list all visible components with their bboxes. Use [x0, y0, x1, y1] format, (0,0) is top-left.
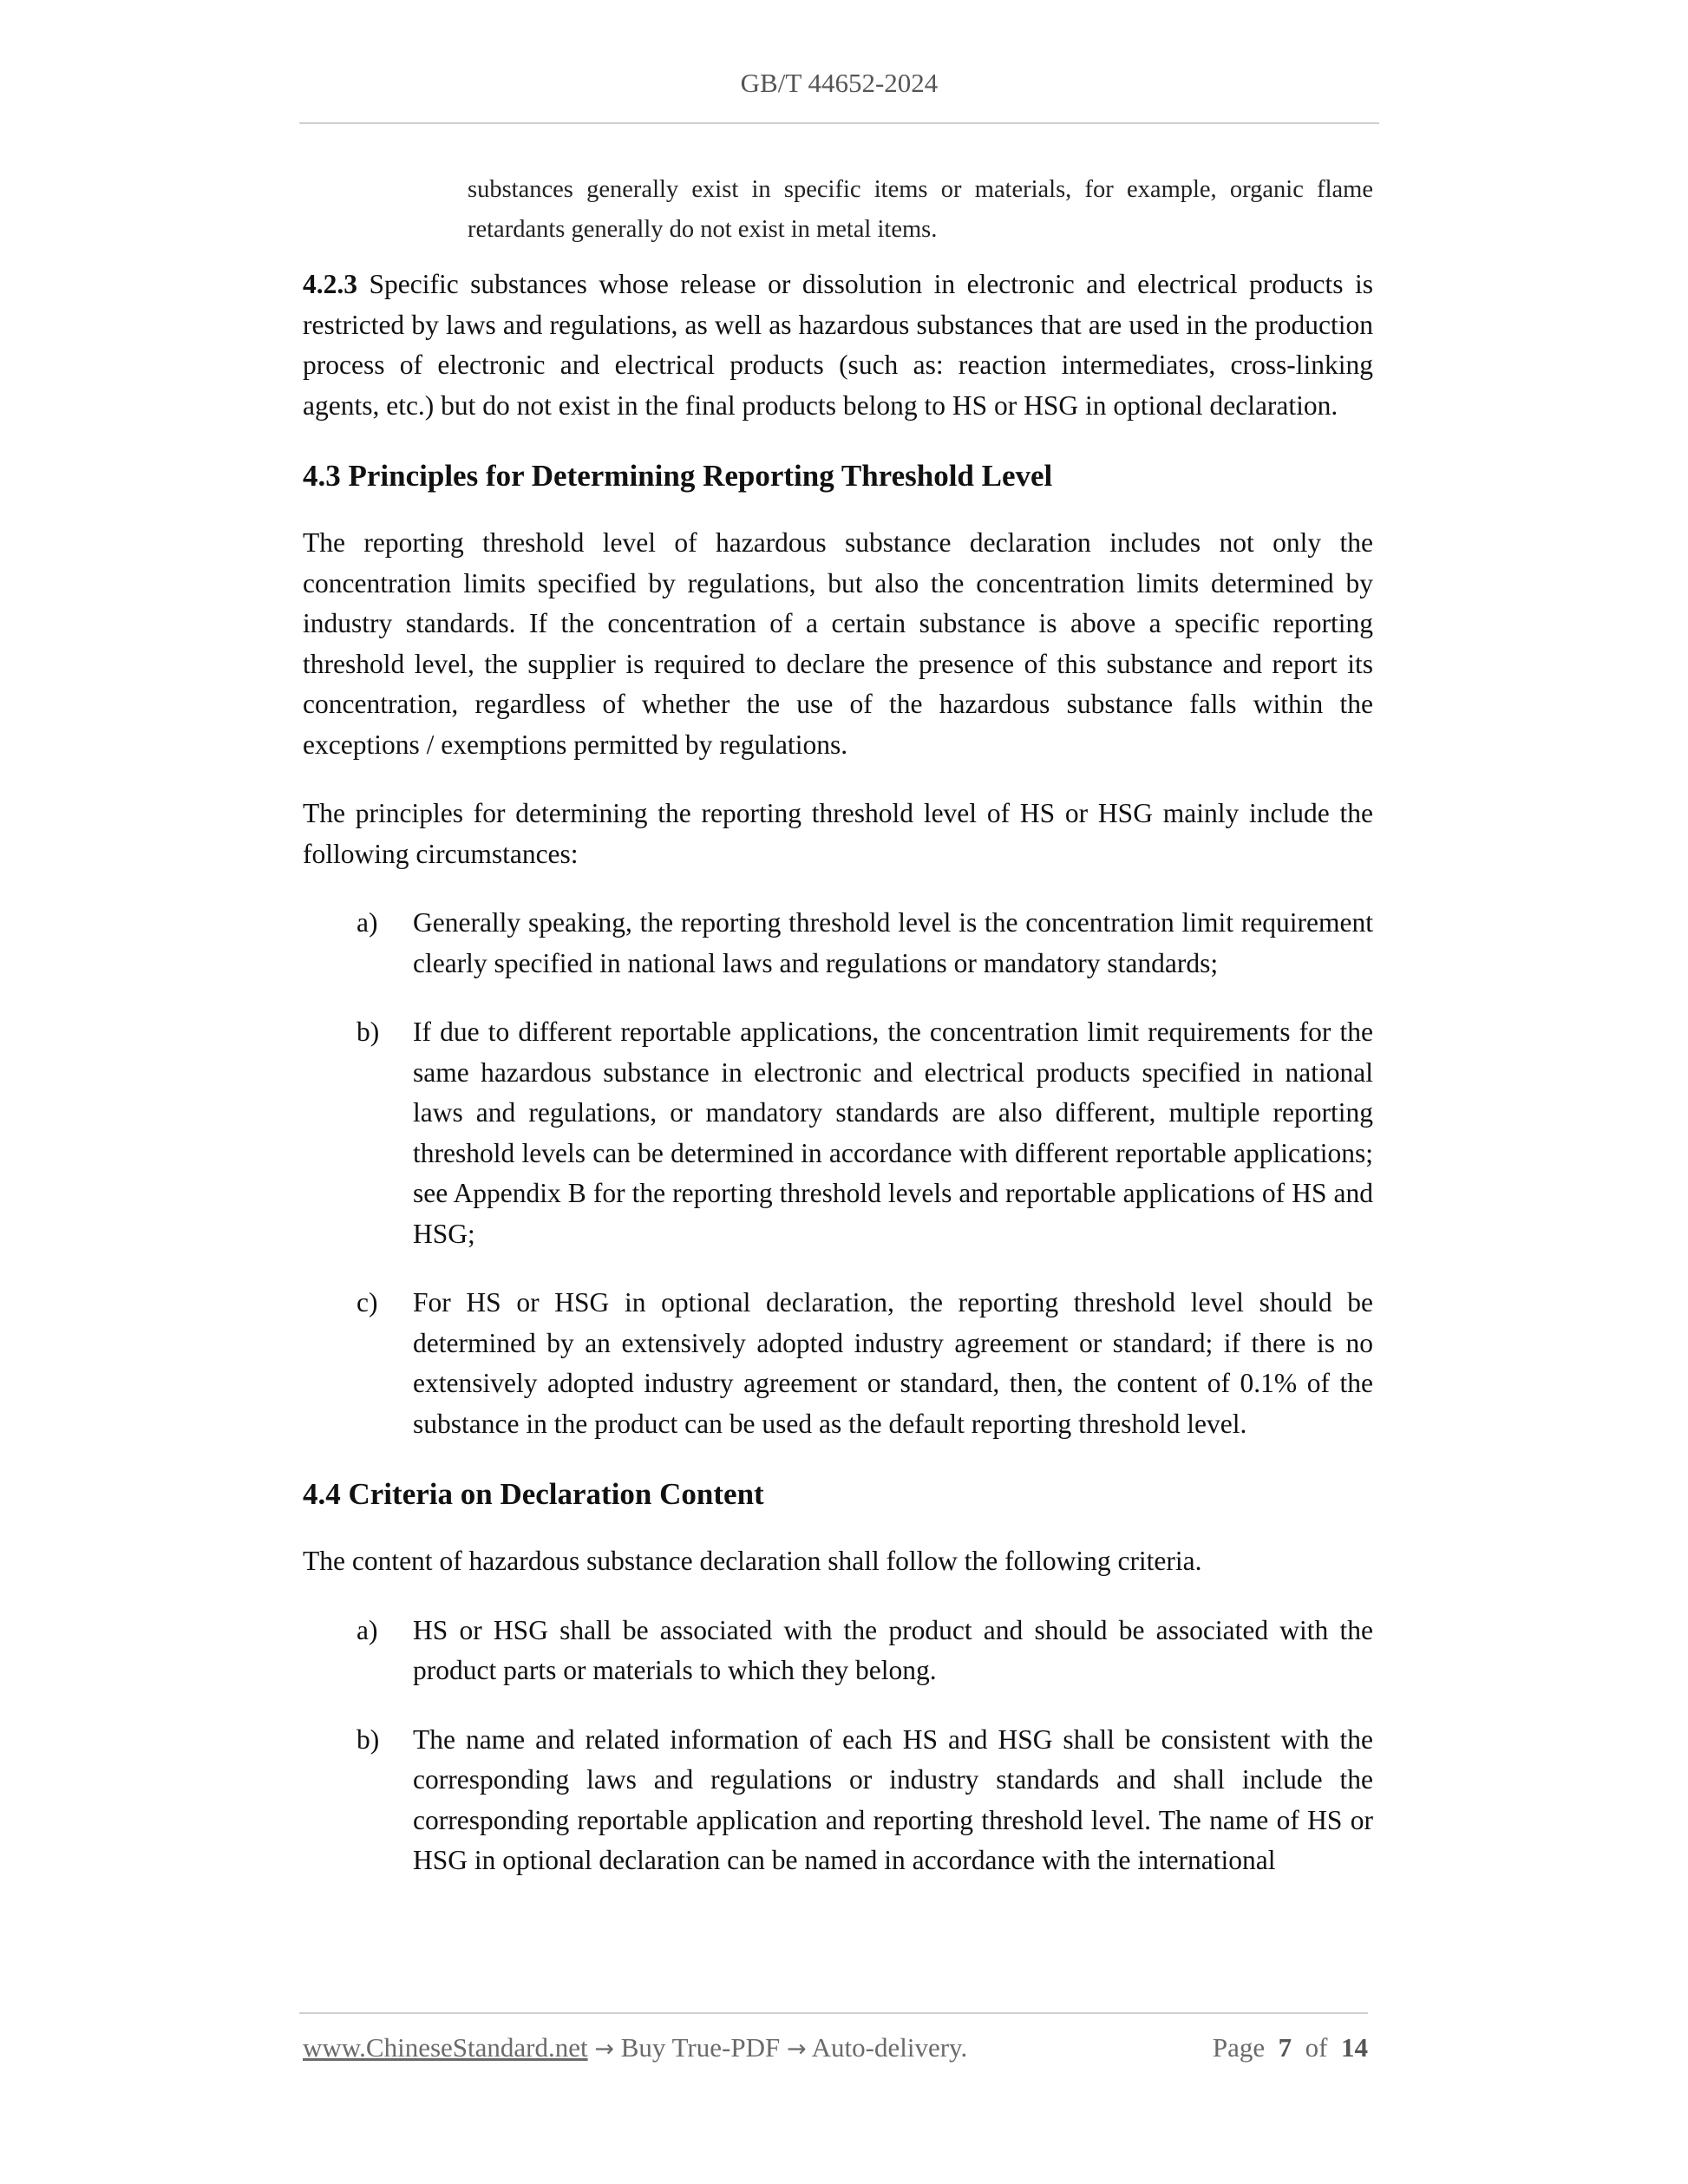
- clause-4-2-3: [303, 265, 1373, 426]
- list-marker: c): [357, 1287, 378, 1318]
- list-marker: a): [357, 1614, 378, 1645]
- site-link[interactable]: www.ChineseStandard.net: [303, 2032, 588, 2063]
- footer-promo: [303, 2032, 967, 2063]
- declaration-criteria-list: [303, 1611, 1373, 1881]
- list-item-text: If due to different reportable applications, the concentration limit requirements for the same hazardous substance in electronic and electrical products specified in national laws and regulations, or mandatory standards are also different, multiple reporting threshold levels can be determined in accordance with different reportable applications; see Appendix B for the reporting threshold levels and reportable applications of HS and HSG;: [413, 1017, 1373, 1249]
- note-continuation: substances generally exist in specific items or materials, for example, organic flame retardants generally do not exist in metal items.: [468, 176, 1373, 243]
- list-item: [303, 1283, 1373, 1444]
- list-item-text: For HS or HSG in optional declaration, the reporting threshold level should be determined by an extensively adopted industry agreement or standard; if there is no extensively adopted industry agreement or standard, then, the content of 0.1% of the substance in the product can be used as the default reporting threshold level.: [413, 1287, 1373, 1439]
- document-body: [303, 170, 1373, 1910]
- list-item-text: The name and related information of each HS and HSG shall be consistent with the corresponding laws and regulations or industry standards and shall include the corresponding reportable application and reporting threshold level. The name of HS or HSG in optional declaration can be named in accordance with the international: [413, 1723, 1373, 1875]
- page-header-title: GB/T 44652-2024: [740, 68, 939, 98]
- auto-delivery-text: Auto-delivery.: [811, 2032, 968, 2063]
- footer-divider: [299, 2012, 1368, 2014]
- threshold-principles-list: [303, 903, 1373, 1444]
- list-marker: b): [357, 1017, 380, 1047]
- of-label: of: [1305, 2032, 1328, 2063]
- total-page-number: 14: [1341, 2032, 1368, 2063]
- list-item-text: HS or HSG shall be associated with the product and should be associated with the product parts or materials to which they belong.: [413, 1614, 1373, 1685]
- section-heading-4-4: 4.4 Criteria on Declaration Content: [303, 1477, 764, 1511]
- list-item-text: Generally speaking, the reporting threshold level is the concentration limit requirement clearly specified in national laws and regulations or mandatory standards;: [413, 907, 1373, 978]
- arrow-right-icon: →: [786, 2036, 807, 2063]
- list-marker: a): [357, 907, 378, 938]
- arrow-right-icon: →: [594, 2036, 614, 2063]
- page-footer: [303, 2032, 1368, 2072]
- list-item: [303, 1611, 1373, 1691]
- section-4-4-paragraph-1: The content of hazardous substance declaration shall follow the following criteria.: [303, 1546, 1202, 1576]
- header-divider: [299, 122, 1379, 124]
- current-page-number: 7: [1278, 2032, 1292, 2063]
- page-counter: [1213, 2032, 1368, 2063]
- list-item: [303, 1012, 1373, 1254]
- clause-number: 4.2.3: [303, 269, 357, 299]
- list-marker: b): [357, 1723, 380, 1755]
- list-item: [303, 903, 1373, 984]
- clause-text: Specific substances whose release or dissolution in electronic and electrical products is restricted by laws and regulations, as well as hazardous substances that are used in the production process of electronic and electrical products (such as: reaction intermediates, cross-linking agents, etc.) but do not exist in the final products belong to HS or HSG in optional declaration.: [303, 269, 1373, 421]
- page-label: Page: [1212, 2032, 1266, 2063]
- buy-true-pdf-text: Buy True-PDF: [620, 2032, 781, 2063]
- section-4-3-paragraph-2: The principles for determining the reporting threshold level of HS or HSG mainly include the following circumstances:: [303, 798, 1373, 869]
- section-heading-4-3: 4.3 Principles for Determining Reporting Threshold Level: [303, 459, 1053, 493]
- section-4-3-paragraph-1: The reporting threshold level of hazardous substance declaration includes not only the concentration limits specified by regulations, but also the concentration limits determined by industry standards. If the concentration of a certain substance is above a specific reporting threshold level, the supplier is required to declare the presence of this substance and report its concentration, regardless of whether the use of the hazardous substance falls within the exceptions / exemptions permitted by regulations.: [303, 527, 1373, 760]
- list-item: [303, 1720, 1373, 1881]
